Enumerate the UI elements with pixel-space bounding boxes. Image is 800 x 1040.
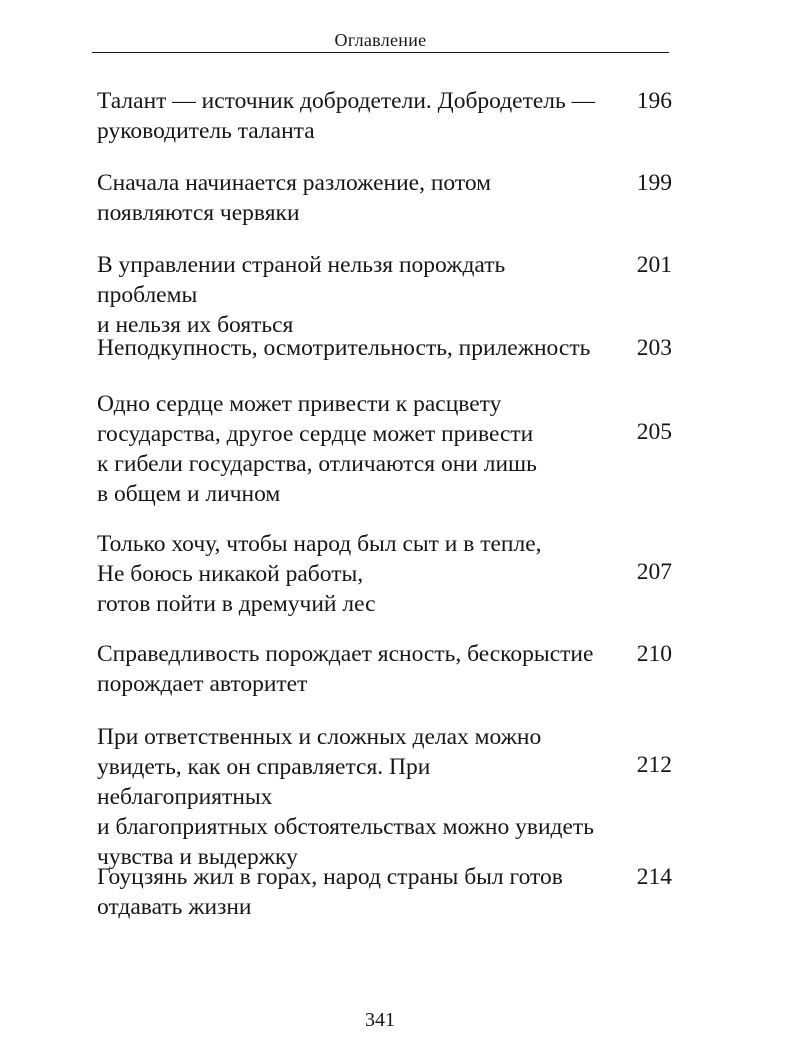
- toc-entry-page: 210: [636, 641, 672, 667]
- toc-entry-title: Неподкупность, осмотрительность, прилежность: [97, 335, 591, 361]
- page-number: 341: [365, 1009, 395, 1031]
- toc-entry-page: 196: [636, 88, 672, 114]
- toc-entry-page: 212: [636, 752, 672, 778]
- toc-entry-title: Гоуцзянь жил в горах, народ страны был готов отдавать жизни: [97, 864, 563, 920]
- toc-entry-page: 205: [636, 419, 672, 445]
- toc-entry[interactable]: [97, 168, 672, 228]
- toc-entry-title: Сначала начинается разложение, потом появляются червяки: [97, 170, 491, 226]
- toc-entry-page: 214: [636, 864, 672, 890]
- toc-entry[interactable]: [97, 529, 672, 619]
- toc-entry-title: В управлении страной нельзя порождать проблемы и нельзя их бояться: [97, 252, 506, 338]
- toc-entry[interactable]: [97, 333, 672, 363]
- toc-entry-title: Справедливость порождает ясность, бескорыстие порождает авторитет: [97, 641, 594, 697]
- toc-entry-title: Талант — источник добродетели. Добродетель — руководитель таланта: [97, 88, 596, 144]
- running-header: Оглавление: [334, 30, 427, 50]
- toc-entry-title: Только хочу, чтобы народ был сыт и в тепле, Не боюсь никакой работы, готов пойти в дремучий лес: [97, 531, 542, 617]
- toc-entry[interactable]: [97, 250, 672, 340]
- toc-entry-title: Одно сердце может привести к расцвету государства, другое сердце может привести к гибели государства, отличаются они лишь в общем и личном: [97, 391, 537, 507]
- toc-entry-page: 199: [636, 170, 672, 196]
- toc-entry[interactable]: [97, 862, 672, 922]
- header-rule: [92, 52, 669, 53]
- toc-entry[interactable]: [97, 389, 672, 509]
- toc-entry[interactable]: [97, 722, 672, 872]
- toc-entry-page: 203: [636, 335, 672, 361]
- toc-entry[interactable]: [97, 639, 672, 699]
- toc-entry-page: 207: [636, 559, 672, 585]
- toc-entry-title: При ответственных и сложных делах можно увидеть, как он справляется. При неблагоприятных и благоприятных обстоятельствах можно увидеть чувства и выдержку: [97, 724, 594, 870]
- toc-entry-page: 201: [636, 252, 672, 278]
- toc-entry[interactable]: [97, 86, 672, 146]
